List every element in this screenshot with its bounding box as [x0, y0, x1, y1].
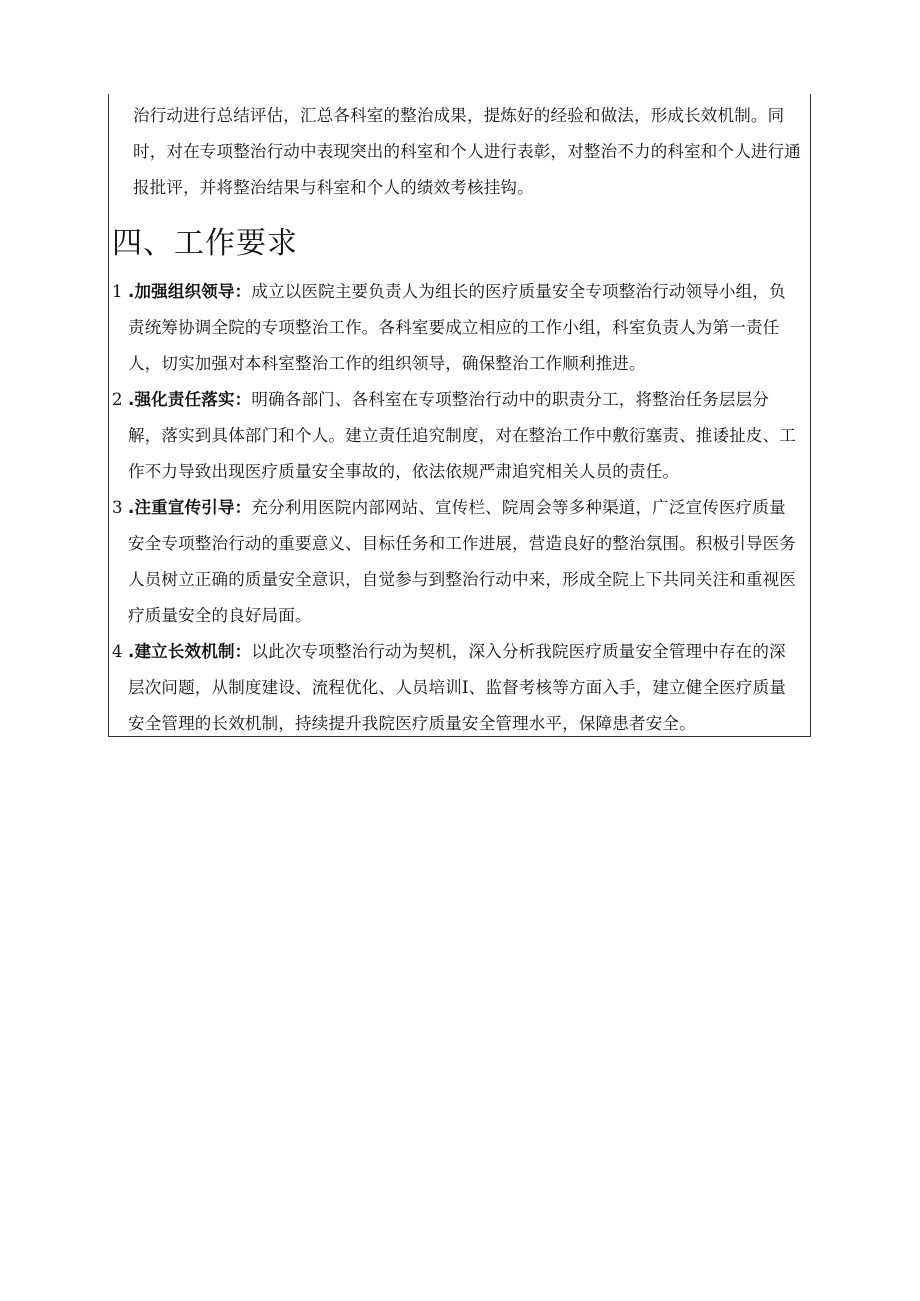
- requirement-title: .加强组织领导：: [128, 282, 252, 301]
- requirement-number: 3: [112, 498, 123, 517]
- requirement-paragraph: [128, 382, 798, 490]
- requirement-paragraph: [128, 274, 798, 382]
- section-heading: 四、工作要求: [112, 226, 298, 261]
- requirement-title: .强化责任落实：: [128, 390, 252, 409]
- intro-paragraph: 治行动进行总结评估，汇总各科室的整治成果，提炼好的经验和做法，形成长效机制。同时，对在专项整治行动中表现突出的科室和个人进行表彰，对整治不力的科室和个人进行通报批评，并将整治结果与科室和个人的绩效考核挂钩。: [133, 106, 801, 197]
- requirement-number: 2: [112, 390, 123, 409]
- requirement-body: 明确各部门、各科室在专项整治行动中的职责分工，将整治任务层层分解，落实到具体部门和个人。建立责任追究制度，对在整治工作中敷衍塞责、推诿扯皮、工作不力导致出现医疗质量安全事故的，依法依规严肃追究相关人员的责任。: [128, 390, 796, 481]
- requirement-number: 4: [112, 642, 123, 661]
- requirement-paragraph: [128, 634, 798, 742]
- requirement-number: 1: [112, 282, 123, 301]
- requirement-title: .注重宣传引导：: [128, 498, 252, 517]
- requirement-body: 充分利用医院内部网站、宣传栏、院周会等多种渠道，广泛宣传医疗质量安全专项整治行动的重要意义、目标任务和工作进展，营造良好的整治氛围。积极引导医务人员树立正确的质量安全意识，自觉参与到整治行动中来，形成全院上下共同关注和重视医疗质量安全的良好局面。: [128, 498, 796, 625]
- requirement-title: .建立长效机制：: [128, 642, 252, 661]
- requirement-paragraph: [128, 490, 798, 634]
- requirement-body: 成立以医院主要负责人为组长的医疗质量安全专项整治行动领导小组，负责统筹协调全院的专项整治工作。各科室要成立相应的工作小组，科室负责人为第一责任人，切实加强对本科室整治工作的组织领导，确保整治工作顺利推进。: [128, 282, 786, 373]
- requirement-body: 以此次专项整治行动为契机，深入分析我院医疗质量安全管理中存在的深层次问题，从制度建设、流程优化、人员培训I、监督考核等方面入手，建立健全医疗质量安全管理的长效机制，持续提升我院医疗质量安全管理水平，保障患者安全。: [128, 642, 787, 733]
